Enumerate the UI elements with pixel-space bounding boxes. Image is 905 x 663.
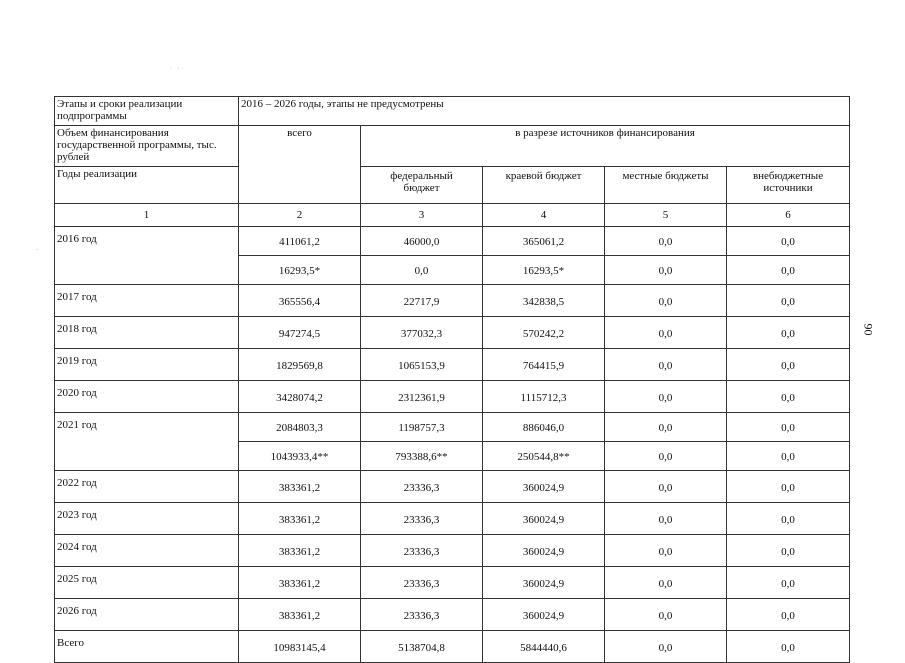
column-number: 4 — [483, 204, 605, 227]
year-cell: 2016 год — [55, 227, 239, 285]
total-cell: 383361,2 — [239, 471, 361, 503]
column-number: 2 — [239, 204, 361, 227]
year-cell: 2019 год — [55, 349, 239, 381]
local-cell: 0,0 — [605, 381, 727, 413]
year-cell: 2025 год — [55, 567, 239, 599]
total-cell: 16293,5* — [239, 256, 361, 285]
local-cell: 0,0 — [605, 567, 727, 599]
local-cell: 0,0 — [605, 349, 727, 381]
column-number: 3 — [361, 204, 483, 227]
federal-cell: 2312361,9 — [361, 381, 483, 413]
extra-header: внебюджетные источники — [727, 167, 850, 204]
regional-cell: 360024,9 — [483, 567, 605, 599]
funding-label: Объем финансирования государственной программы, тыс. рублей — [55, 126, 239, 167]
extra-cell: 0,0 — [727, 471, 850, 503]
total-cell: 1829569,8 — [239, 349, 361, 381]
regional-cell: 360024,9 — [483, 503, 605, 535]
regional-header: краевой бюджет — [483, 167, 605, 204]
extra-cell: 0,0 — [727, 317, 850, 349]
extra-cell: 0,0 — [727, 285, 850, 317]
federal-cell: 377032,3 — [361, 317, 483, 349]
total-cell: 10983145,4 — [239, 631, 361, 663]
year-cell: 2026 год — [55, 599, 239, 631]
federal-cell: 793388,6** — [361, 442, 483, 471]
table-row — [55, 381, 850, 413]
federal-header: федеральный бюджет — [361, 167, 483, 204]
extra-cell: 0,0 — [727, 413, 850, 442]
local-cell: 0,0 — [605, 631, 727, 663]
federal-cell: 22717,9 — [361, 285, 483, 317]
table-row — [55, 349, 850, 381]
total-cell: 383361,2 — [239, 599, 361, 631]
local-cell: 0,0 — [605, 227, 727, 256]
regional-cell: 360024,9 — [483, 599, 605, 631]
column-number-row — [55, 204, 850, 227]
federal-cell: 5138704,8 — [361, 631, 483, 663]
table-row — [55, 535, 850, 567]
federal-cell: 23336,3 — [361, 567, 483, 599]
table-row — [55, 317, 850, 349]
extra-cell: 0,0 — [727, 349, 850, 381]
table-row — [55, 503, 850, 535]
regional-cell: 360024,9 — [483, 535, 605, 567]
federal-cell: 23336,3 — [361, 599, 483, 631]
total-cell: 2084803,3 — [239, 413, 361, 442]
local-cell: 0,0 — [605, 285, 727, 317]
federal-cell: 1198757,3 — [361, 413, 483, 442]
column-number: 5 — [605, 204, 727, 227]
local-cell: 0,0 — [605, 413, 727, 442]
regional-cell: 250544,8** — [483, 442, 605, 471]
source-headers-row — [55, 167, 850, 204]
extra-cell: 0,0 — [727, 227, 850, 256]
extra-cell: 0,0 — [727, 442, 850, 471]
regional-cell: 5844440,6 — [483, 631, 605, 663]
column-number: 6 — [727, 204, 850, 227]
regional-cell: 342838,5 — [483, 285, 605, 317]
year-cell: 2018 год — [55, 317, 239, 349]
extra-cell: 0,0 — [727, 535, 850, 567]
scan-speck: - — [36, 246, 39, 253]
regional-cell: 365061,2 — [483, 227, 605, 256]
local-cell: 0,0 — [605, 503, 727, 535]
local-cell: 0,0 — [605, 471, 727, 503]
total-cell: 365556,4 — [239, 285, 361, 317]
stages-row — [55, 97, 850, 126]
total-cell: 383361,2 — [239, 503, 361, 535]
financing-table — [54, 96, 850, 663]
table-row — [55, 227, 850, 256]
table-row — [55, 567, 850, 599]
local-cell: 0,0 — [605, 317, 727, 349]
column-number: 1 — [55, 204, 239, 227]
year-cell: 2020 год — [55, 381, 239, 413]
local-cell: 0,0 — [605, 442, 727, 471]
stages-label: Этапы и сроки реализации подпрограммы — [55, 97, 239, 126]
total-cell: 947274,5 — [239, 317, 361, 349]
regional-cell: 886046,0 — [483, 413, 605, 442]
federal-cell: 1065153,9 — [361, 349, 483, 381]
regional-cell: 1115712,3 — [483, 381, 605, 413]
federal-cell: 46000,0 — [361, 227, 483, 256]
year-cell: 2022 год — [55, 471, 239, 503]
year-cell: 2021 год — [55, 413, 239, 471]
table-row — [55, 599, 850, 631]
total-cell: 383361,2 — [239, 567, 361, 599]
table-row — [55, 631, 850, 663]
extra-cell: 0,0 — [727, 503, 850, 535]
federal-cell: 23336,3 — [361, 503, 483, 535]
funding-header-row — [55, 126, 850, 167]
regional-cell: 570242,2 — [483, 317, 605, 349]
federal-cell: 23336,3 — [361, 535, 483, 567]
regional-cell: 16293,5* — [483, 256, 605, 285]
page-number: 90 — [861, 323, 876, 336]
total-cell: 383361,2 — [239, 535, 361, 567]
scan-speck: · · · — [170, 66, 184, 73]
table-row — [55, 285, 850, 317]
sources-header: в разрезе источников финансирования — [361, 126, 850, 167]
stages-value: 2016 – 2026 годы, этапы не предусмотрены — [239, 97, 850, 126]
years-label: Годы реализации — [55, 167, 239, 204]
year-cell: 2024 год — [55, 535, 239, 567]
total-cell: 411061,2 — [239, 227, 361, 256]
local-cell: 0,0 — [605, 599, 727, 631]
total-cell: 3428074,2 — [239, 381, 361, 413]
table-row — [55, 471, 850, 503]
extra-cell: 0,0 — [727, 631, 850, 663]
extra-cell: 0,0 — [727, 381, 850, 413]
federal-cell: 0,0 — [361, 256, 483, 285]
total-header: всего — [239, 126, 361, 204]
local-cell: 0,0 — [605, 256, 727, 285]
federal-cell: 23336,3 — [361, 471, 483, 503]
year-cell: 2017 год — [55, 285, 239, 317]
table-row — [55, 413, 850, 442]
local-header: местные бюджеты — [605, 167, 727, 204]
total-cell: 1043933,4** — [239, 442, 361, 471]
year-cell: Всего — [55, 631, 239, 663]
regional-cell: 360024,9 — [483, 471, 605, 503]
extra-cell: 0,0 — [727, 567, 850, 599]
local-cell: 0,0 — [605, 535, 727, 567]
year-cell: 2023 год — [55, 503, 239, 535]
regional-cell: 764415,9 — [483, 349, 605, 381]
extra-cell: 0,0 — [727, 256, 850, 285]
extra-cell: 0,0 — [727, 599, 850, 631]
